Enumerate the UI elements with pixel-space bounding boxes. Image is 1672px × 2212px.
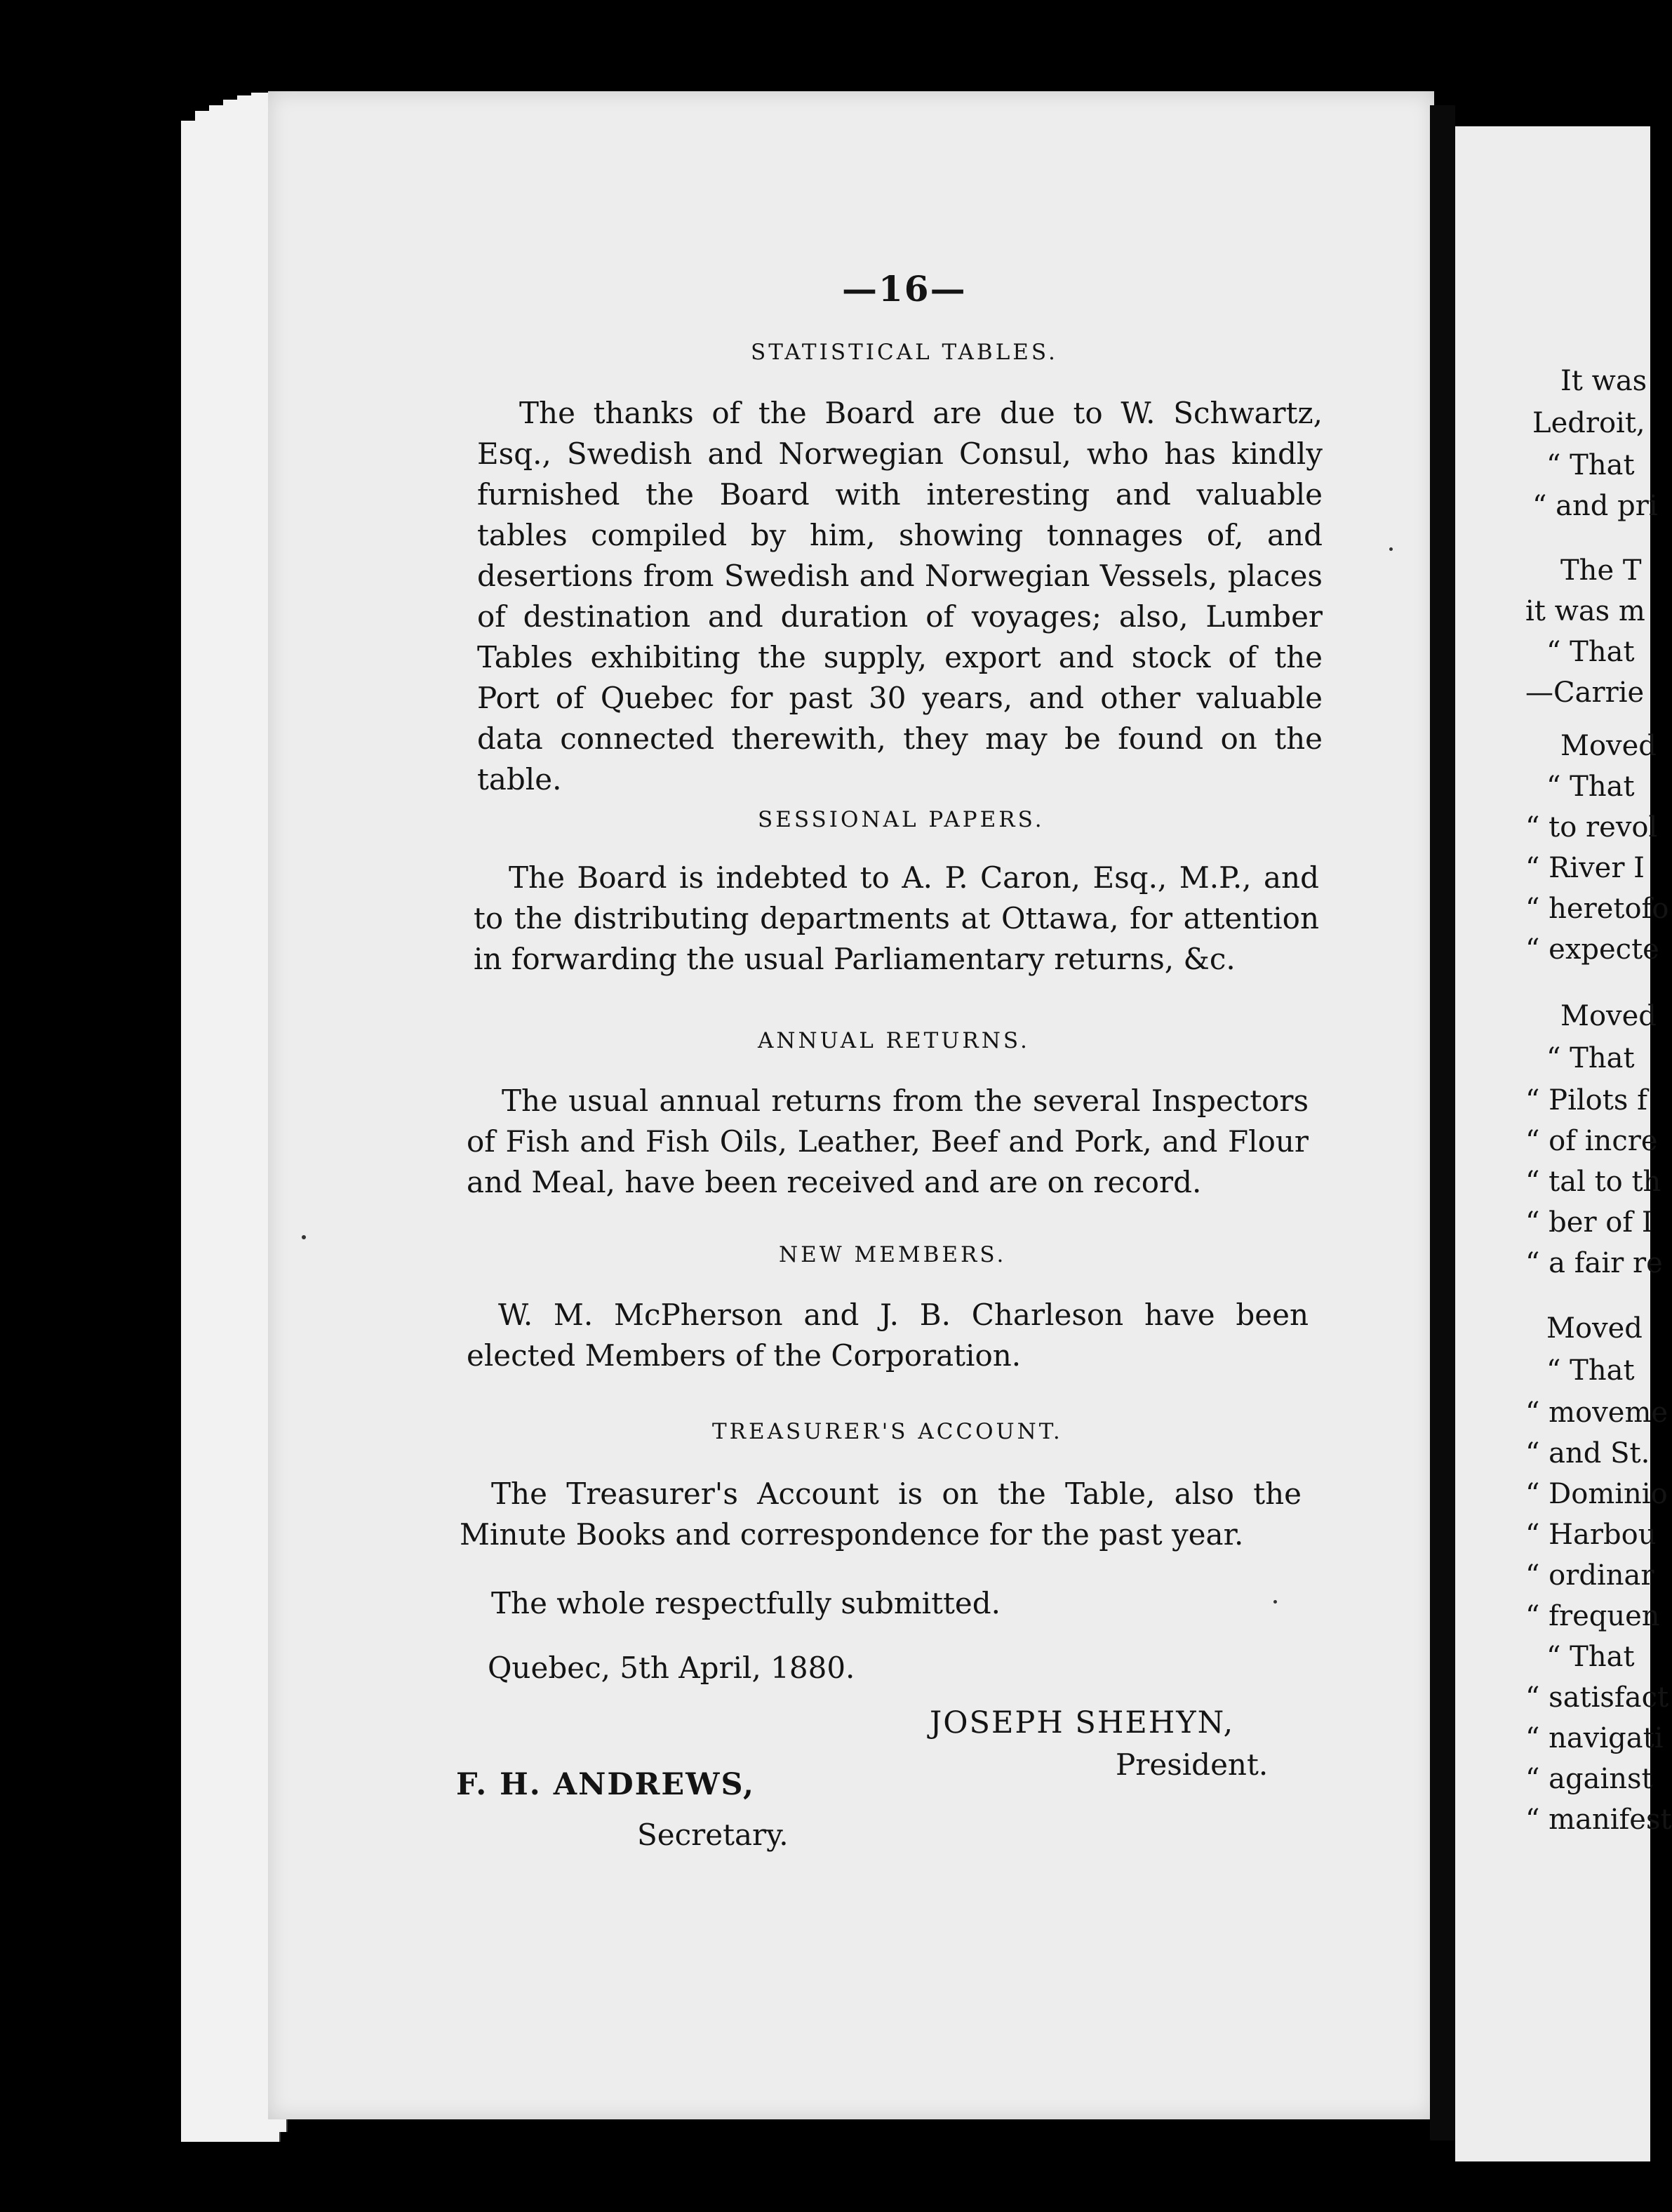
- right-page-line: Moved: [1560, 1000, 1657, 1032]
- paragraph-members: [467, 1295, 1309, 1376]
- book-gutter: [1430, 105, 1455, 2140]
- right-page-line: “ a fair re: [1525, 1247, 1663, 1279]
- president-name: JOSEPH SHEHYN,: [930, 1705, 1235, 1740]
- page-number: —16—: [842, 268, 967, 309]
- right-page-line: “ to revol: [1525, 811, 1658, 844]
- scan-speck: [1273, 1600, 1277, 1604]
- paragraph-sessional-text: The Board is indebted to A. P. Caron, Esq., M.P., and to the distributing departments at Ottawa, for attention in forwarding the usual Parliamentary returns, &c.: [474, 860, 1319, 976]
- right-page-line: “ That: [1546, 1042, 1635, 1074]
- president-title: President.: [1116, 1747, 1269, 1782]
- right-page-line: “ tal to th: [1525, 1166, 1661, 1198]
- right-page-line: “ ordinar: [1525, 1559, 1654, 1592]
- right-page-line: “ That: [1546, 771, 1635, 803]
- paragraph-treasurer: [460, 1474, 1302, 1555]
- section-heading-members: NEW MEMBERS.: [779, 1242, 1007, 1267]
- right-page: [1455, 126, 1672, 2161]
- right-page-line: “ That: [1546, 1354, 1635, 1387]
- right-page-line: “ of incre: [1525, 1125, 1658, 1157]
- secretary-name: F. H. ANDREWS,: [456, 1767, 755, 1802]
- closing-line: The whole respectfully submitted.: [491, 1586, 1001, 1620]
- paragraph-statistical: [477, 393, 1323, 800]
- paragraph-annual-text: The usual annual returns from the several Inspectors of Fish and Fish Oils, Leather, Beef and Pork, and Flour and Meal, have been received and are on record.: [467, 1084, 1309, 1199]
- paragraph-sessional: [474, 858, 1319, 980]
- scan-speck: [302, 1235, 306, 1239]
- secretary-title: Secretary.: [637, 1818, 789, 1852]
- right-page-line: “ That: [1546, 449, 1635, 481]
- paragraph-treasurer-text: The Treasurer's Account is on the Table, also the Minute Books and correspondence for the past year.: [460, 1477, 1302, 1552]
- section-heading-treasurer: TREASURER'S ACCOUNT.: [712, 1419, 1063, 1444]
- right-page-line: “ Harbou: [1525, 1519, 1657, 1551]
- date-line: Quebec, 5th April, 1880.: [488, 1651, 855, 1685]
- right-page-line: Moved: [1560, 730, 1657, 762]
- right-page-line: “ That: [1546, 636, 1635, 668]
- paragraph-members-text: W. M. McPherson and J. B. Charleson have been elected Members of the Corporation.: [467, 1298, 1309, 1373]
- right-page-line: Moved: [1546, 1312, 1643, 1345]
- right-page-line: “ satisfact: [1525, 1681, 1669, 1714]
- paragraph-annual: [467, 1081, 1309, 1203]
- right-page-line: “ and pri: [1532, 490, 1658, 522]
- section-heading-annual: ANNUAL RETURNS.: [758, 1028, 1030, 1053]
- right-page-line: “ manifest: [1525, 1804, 1672, 1836]
- right-page-line: “ and St.: [1525, 1437, 1650, 1470]
- right-page-line: “ heretofo: [1525, 893, 1669, 925]
- right-page-line: “ expecte: [1525, 933, 1659, 966]
- right-page-line: “ moveme: [1525, 1397, 1668, 1429]
- right-page-line: “ River I: [1525, 852, 1645, 884]
- right-page-line: The T: [1560, 554, 1642, 587]
- right-page-line: “ navigati: [1525, 1722, 1664, 1754]
- right-page-line: it was m: [1525, 595, 1645, 627]
- right-page-line: “ Pilots f: [1525, 1084, 1647, 1117]
- right-page-line: “ ber of I: [1525, 1206, 1653, 1239]
- paragraph-statistical-text: The thanks of the Board are due to W. Schwartz, Esq., Swedish and Norwegian Consul, who has kindly furnished the Board with interesting and valuable tables compiled by him, showing tonnages of, and desertions from Swedish and Norwegian Vessels, places of destination and duration of voyages; also, Lumber Tables exhibiting the supply, export and stock of the Port of Quebec for past 30 years, and other valuable data connected therewith, they may be found on the table.: [477, 396, 1323, 797]
- section-heading-sessional: SESSIONAL PAPERS.: [758, 807, 1045, 832]
- right-page-line: “ frequen: [1525, 1600, 1660, 1632]
- right-page-line: “ Dominio: [1525, 1478, 1668, 1510]
- right-page-line: It was: [1560, 365, 1647, 397]
- scan-speck: [1389, 547, 1393, 551]
- right-page-line: “ That: [1546, 1641, 1635, 1673]
- right-page-line: —Carrie: [1525, 677, 1645, 709]
- section-heading-statistical: STATISTICAL TABLES.: [751, 340, 1058, 365]
- right-page-line: Ledroit,: [1532, 407, 1645, 439]
- right-page-line: “ against: [1525, 1763, 1653, 1795]
